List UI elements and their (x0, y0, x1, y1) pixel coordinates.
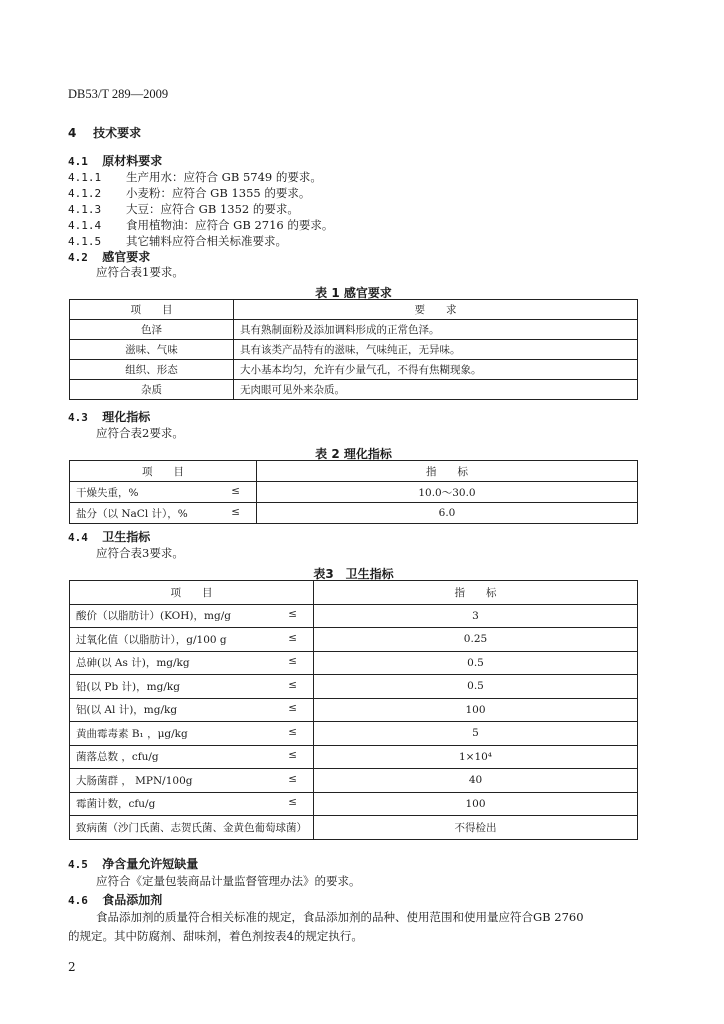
value-cell: 1×10⁴ (314, 745, 638, 769)
section-number: 4.6 (68, 894, 88, 907)
table-row (70, 380, 638, 400)
item-label: 过氧化值（以脂肪计），g/100 g (76, 633, 227, 646)
less-equal-symbol: ≤ (288, 772, 297, 785)
value-cell: 不得检出 (314, 816, 638, 840)
less-equal-symbol: ≤ (288, 796, 297, 809)
section-4-6-body-line-2: 的规定。其中防腐剂、甜味剂，着色剂按表4的规定执行。 (68, 929, 363, 943)
clause-4-1-3 (68, 201, 299, 217)
section-4-heading (68, 124, 141, 141)
table-2-physicochemical (69, 460, 638, 524)
section-4-3-body: 应符合表2要求。 (96, 426, 184, 440)
section-title: 卫生指标 (102, 530, 151, 544)
item-label: 铝(以 Al 计)，mg/kg (76, 704, 178, 717)
item-cell (70, 769, 314, 793)
table-row (70, 698, 638, 722)
table-1-caption: 表 1 感官要求 (315, 286, 392, 300)
table-row (70, 360, 638, 380)
clause-4-1-4 (68, 217, 333, 233)
less-equal-symbol: ≤ (288, 749, 297, 762)
table-row (70, 482, 638, 503)
item-cell (70, 604, 314, 628)
less-equal-symbol: ≤ (288, 702, 297, 715)
section-4-3-heading (68, 408, 150, 425)
section-title: 食品添加剂 (102, 893, 163, 907)
less-equal-symbol: ≤ (288, 608, 297, 621)
table-1-sensory (69, 299, 638, 400)
section-number: 4.5 (68, 858, 88, 871)
section-number: 4 (68, 126, 77, 140)
item-cell (70, 503, 257, 524)
item-label: 铅(以 Pb 计)，mg/kg (76, 680, 180, 693)
less-equal-symbol: ≤ (288, 631, 297, 644)
item-cell (70, 792, 314, 816)
item-cell: 色泽 (70, 320, 234, 340)
table-row (70, 651, 638, 675)
item-label: 黄曲霉毒素 B₁ ，μg/kg (76, 727, 188, 740)
clause-number: 4.1.1 (68, 171, 102, 184)
section-4-6-body-line-1: 食品添加剂的质量符合相关标准的规定，食品添加剂的品种、使用范围和使用量应符合GB 2760 (96, 910, 584, 924)
value-cell: 5 (314, 722, 638, 746)
page-number: 2 (68, 960, 76, 974)
item-cell: 致病菌（沙门氏菌、志贺氏菌、金黄色葡萄球菌） (70, 816, 314, 840)
clause-number: 4.1.5 (68, 235, 102, 248)
item-cell (70, 745, 314, 769)
table-row (70, 722, 638, 746)
header-cell: 项 目 (70, 300, 234, 320)
section-title: 技术要求 (93, 126, 142, 140)
section-4-5-body: 应符合《定量包装商品计量监督管理办法》的要求。 (96, 874, 361, 888)
header-cell: 项 目 (70, 461, 257, 482)
requirement-cell: 无肉眼可见外来杂质。 (234, 380, 638, 400)
section-title: 净含量允许短缺量 (102, 857, 199, 871)
less-equal-symbol: ≤ (288, 678, 297, 691)
item-cell: 滋味、气味 (70, 340, 234, 360)
clause-number: 4.1.4 (68, 219, 102, 232)
table-row (70, 769, 638, 793)
item-label: 总砷(以 As 计)，mg/kg (76, 657, 190, 670)
value-cell: 3 (314, 604, 638, 628)
section-number: 4.1 (68, 155, 88, 168)
table-3-hygiene (69, 580, 638, 840)
section-number: 4.4 (68, 531, 88, 544)
item-label: 酸价（以脂肪计）(KOH)，mg/g (76, 610, 231, 623)
section-number: 4.3 (68, 411, 88, 424)
value-cell: 10.0～30.0 (257, 482, 638, 503)
value-cell: 100 (314, 698, 638, 722)
item-cell (70, 722, 314, 746)
clause-text: 小麦粉：应符合 GB 1355 的要求。 (126, 186, 311, 200)
section-4-6-heading (68, 891, 162, 908)
table-row (70, 675, 638, 699)
section-4-1-heading (68, 152, 162, 169)
item-label: 盐分（以 NaCl 计），% (76, 507, 188, 520)
table-row (70, 792, 638, 816)
table-header-row (70, 581, 638, 605)
clause-text: 食用植物油：应符合 GB 2716 的要求。 (126, 218, 334, 232)
header-cell: 项 目 (70, 581, 314, 605)
clause-4-1-1 (68, 169, 322, 185)
item-label: 干燥失重，% (76, 486, 139, 499)
item-cell (70, 628, 314, 652)
table-row (70, 320, 638, 340)
clause-number: 4.1.3 (68, 203, 102, 216)
section-title: 理化指标 (102, 410, 151, 424)
table-row (70, 604, 638, 628)
clause-text: 生产用水：应符合 GB 5749 的要求。 (126, 170, 322, 184)
clause-4-1-2 (68, 185, 310, 201)
section-4-4-body: 应符合表3要求。 (96, 546, 184, 560)
table-row (70, 503, 638, 524)
item-cell (70, 698, 314, 722)
item-cell (70, 651, 314, 675)
clause-4-1-5 (68, 233, 287, 249)
less-equal-symbol: ≤ (288, 655, 297, 668)
requirement-cell: 具有熟制面粉及添加调料形成的正常色泽。 (234, 320, 638, 340)
less-equal-symbol: ≤ (231, 484, 240, 497)
section-4-5-heading (68, 855, 198, 872)
value-cell: 0.5 (314, 675, 638, 699)
item-cell: 组织、形态 (70, 360, 234, 380)
value-cell: 6.0 (257, 503, 638, 524)
header-cell: 指 标 (314, 581, 638, 605)
document-code: DB53/T 289—2009 (68, 87, 169, 101)
section-title: 感官要求 (102, 250, 151, 264)
item-cell: 杂质 (70, 380, 234, 400)
item-label: 菌落总数 ，cfu/g (76, 751, 159, 764)
clause-text: 大豆：应符合 GB 1352 的要求。 (126, 202, 299, 216)
section-4-4-heading (68, 528, 150, 545)
table-2-caption: 表 2 理化指标 (315, 447, 392, 461)
requirement-cell: 具有该类产品特有的滋味，气味纯正，无异味。 (234, 340, 638, 360)
section-title: 原材料要求 (102, 154, 163, 168)
item-label: 大肠菌群 ， MPN/100g (76, 774, 193, 787)
section-4-2-heading (68, 248, 150, 265)
table-header-row (70, 461, 638, 482)
less-equal-symbol: ≤ (231, 505, 240, 518)
table-row (70, 816, 638, 840)
clause-number: 4.1.2 (68, 187, 102, 200)
table-row (70, 745, 638, 769)
value-cell: 40 (314, 769, 638, 793)
item-label: 霉菌计数，cfu/g (76, 798, 156, 811)
clause-text: 其它辅料应符合相关标准要求。 (126, 234, 287, 248)
section-4-2-body: 应符合表1要求。 (96, 265, 184, 279)
requirement-cell: 大小基本均匀，允许有少量气孔，不得有焦糊现象。 (234, 360, 638, 380)
table-3-caption: 表3 卫生指标 (313, 567, 394, 581)
table-header-row (70, 300, 638, 320)
header-cell: 要 求 (234, 300, 638, 320)
header-cell: 指 标 (257, 461, 638, 482)
value-cell: 0.25 (314, 628, 638, 652)
less-equal-symbol: ≤ (288, 725, 297, 738)
table-row (70, 628, 638, 652)
section-number: 4.2 (68, 251, 88, 264)
value-cell: 100 (314, 792, 638, 816)
item-cell (70, 482, 257, 503)
value-cell: 0.5 (314, 651, 638, 675)
item-cell (70, 675, 314, 699)
table-row (70, 340, 638, 360)
